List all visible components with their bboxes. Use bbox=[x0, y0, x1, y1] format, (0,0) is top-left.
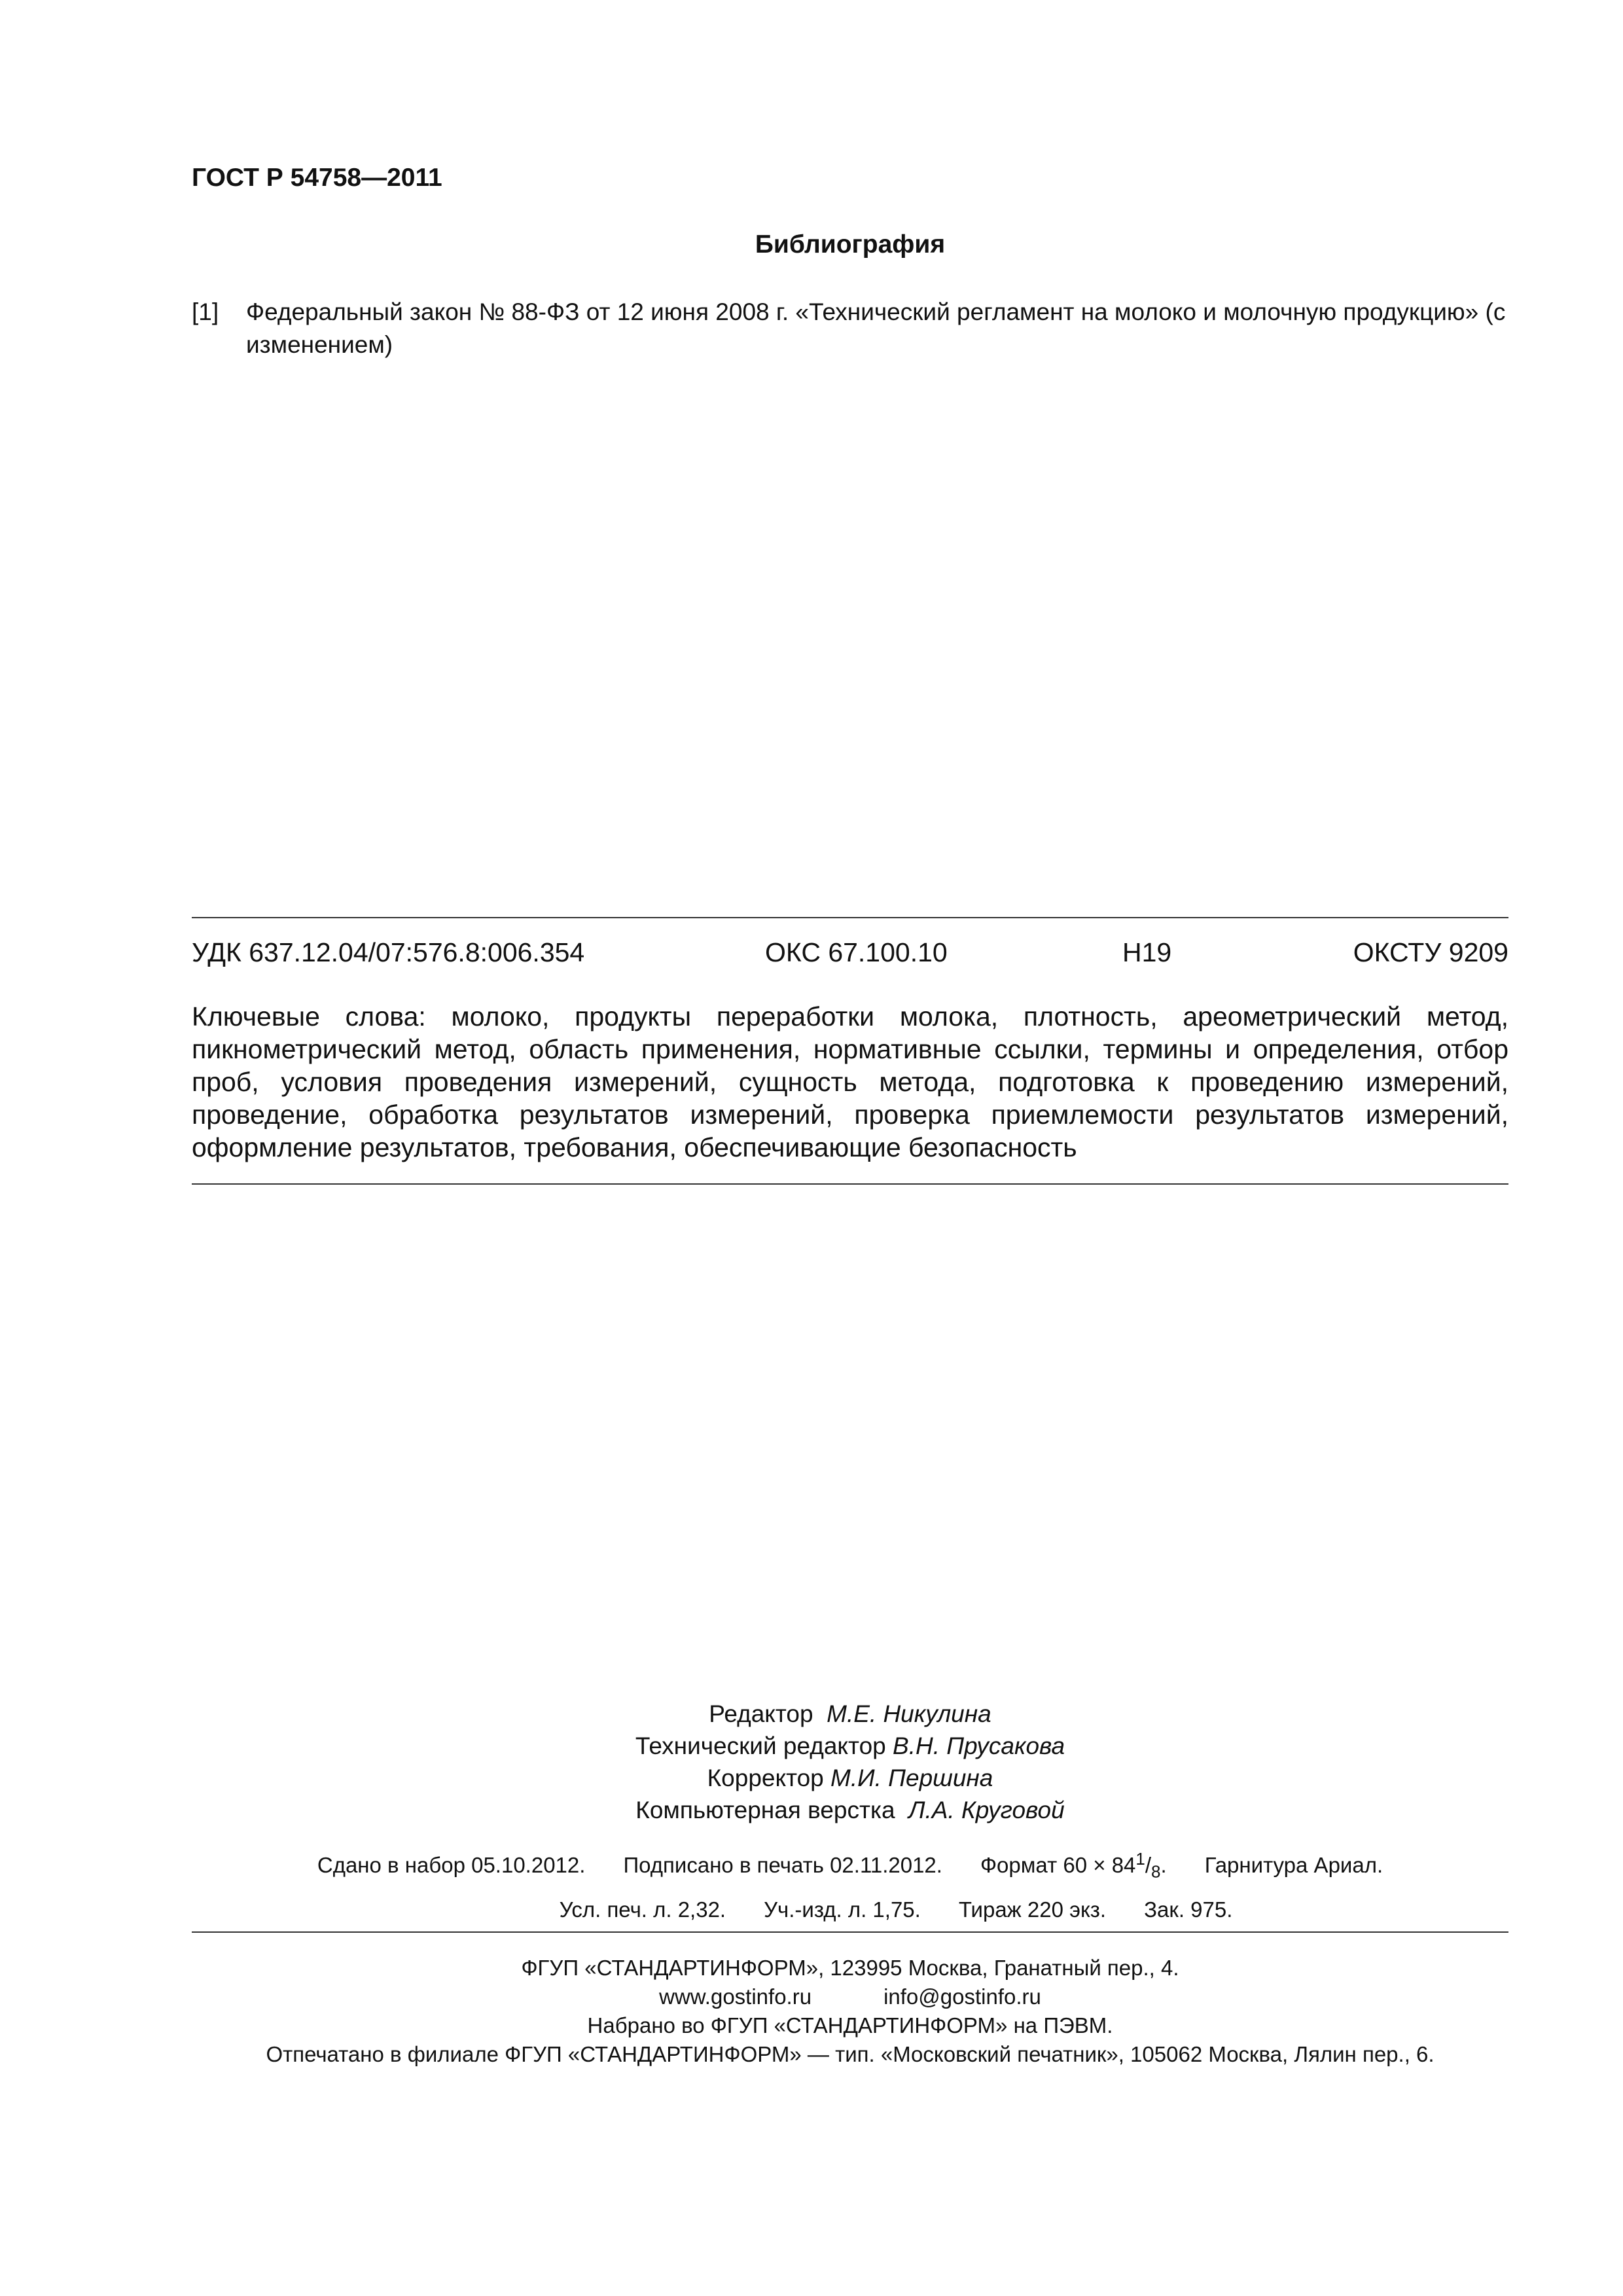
format-times: × bbox=[1093, 1853, 1106, 1877]
editor-line bbox=[192, 1698, 1508, 1730]
document-code: ГОСТ Р 54758—2011 bbox=[192, 164, 442, 192]
typeset-info: Набрано во ФГУП «СТАНДАРТИНФОРМ» на ПЭВМ. bbox=[587, 2013, 1113, 2037]
print-sheets: Усл. печ. л. 2,32. bbox=[559, 1897, 726, 1922]
order-number: Зак. 975. bbox=[1144, 1897, 1233, 1922]
divider-top bbox=[192, 917, 1508, 918]
printed-info: Отпечатано в филиале ФГУП «СТАНДАРТИНФОРМ» — тип. «Московский печатник», 105062 Москва, Лялин пер., 6. bbox=[266, 2042, 1435, 2066]
circulation: Тираж 220 экз. bbox=[958, 1897, 1107, 1922]
imprint-block bbox=[192, 1954, 1508, 2069]
corrector-label: Корректор bbox=[707, 1765, 824, 1791]
format-label: Формат 60 bbox=[980, 1853, 1088, 1877]
classification-row bbox=[192, 934, 1508, 971]
edit-sheets: Уч.-изд. л. 1,75. bbox=[764, 1897, 921, 1922]
udk-code: УДК 637.12.04/07:576.8:006.354 bbox=[192, 937, 585, 967]
keywords-paragraph: Ключевые слова: молоко, продукты переработки молока, плотность, ареометрический метод, пикнометрический метод, область применения, нормативные ссылки, термины и определения, отбор проб, условия проведения измерений, сущность метода, подготовка к проведению измерений, проведение, обработка результатов измерений, проверка приемлемости результатов измерений, оформление результатов, требования, обеспечивающие безопасность bbox=[192, 1001, 1508, 1162]
divider-middle bbox=[192, 1183, 1508, 1185]
format-fraction-denominator: 8 bbox=[1151, 1861, 1161, 1882]
corrector-line bbox=[192, 1762, 1508, 1794]
tech-editor-line bbox=[192, 1730, 1508, 1762]
email-link[interactable]: info@gostinfo.ru bbox=[883, 1984, 1041, 2009]
layout-label: Компьютерная верстка bbox=[635, 1797, 895, 1823]
print-info-line-1 bbox=[192, 1844, 1508, 1886]
editor-name: М.Е. Никулина bbox=[827, 1700, 991, 1727]
editor-label: Редактор bbox=[709, 1700, 813, 1727]
n-code: Н19 bbox=[1122, 937, 1172, 967]
contacts-line bbox=[192, 1982, 1508, 2011]
corrector-name: М.И. Першина bbox=[830, 1765, 993, 1791]
okstu-code: ОКСТУ 9209 bbox=[1353, 937, 1508, 967]
website-link[interactable]: www.gostinfo.ru bbox=[659, 1984, 812, 2009]
reference-text: Федеральный закон № 88-ФЗ от 12 июня 2008 г. «Технический регламент на молоко и молочную продукцию» (с изменением) bbox=[246, 298, 1506, 358]
credits-block bbox=[192, 1698, 1508, 1924]
paper-format: Формат $60 \times 84^1/_8$. bbox=[980, 1849, 1167, 1882]
print-info-line-2 bbox=[192, 1895, 1508, 1924]
submitted-date: Сдано в набор 05.10.2012. bbox=[317, 1853, 586, 1877]
publisher-address: ФГУП «СТАНДАРТИНФОРМ», 123995 Москва, Гранатный пер., 4. bbox=[521, 1956, 1179, 1980]
signed-date: Подписано в печать 02.11.2012. bbox=[623, 1853, 942, 1877]
layout-line bbox=[192, 1794, 1508, 1826]
tech-editor-label: Технический редактор bbox=[635, 1732, 886, 1759]
format-84: 84 bbox=[1111, 1853, 1136, 1877]
bibliography-title: Библиография bbox=[755, 230, 946, 259]
format-fraction-numerator: 1 bbox=[1135, 1849, 1145, 1869]
layout-name: Л.А. Круговой bbox=[908, 1797, 1065, 1823]
tech-editor-name: В.Н. Прусакова bbox=[893, 1732, 1065, 1759]
oks-code: ОКС 67.100.10 bbox=[765, 937, 948, 967]
font-name: Гарнитура Ариал. bbox=[1204, 1853, 1383, 1877]
reference-number: [1] bbox=[192, 298, 219, 325]
divider-bottom bbox=[192, 1931, 1508, 1933]
